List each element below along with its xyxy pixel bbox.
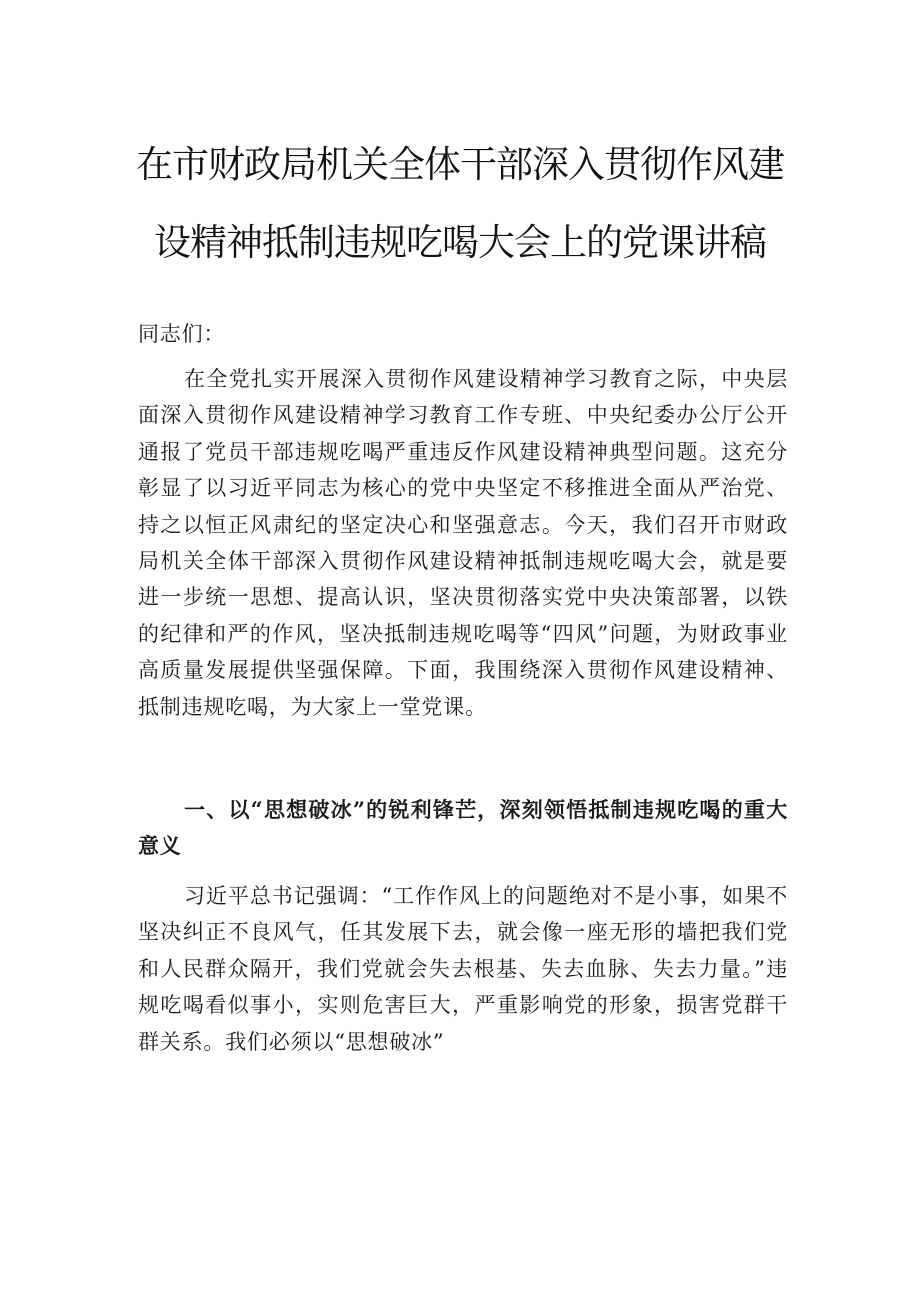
document-title-line-2: 设精神抵制违规吃喝大会上的党课讲稿 (154, 221, 766, 264)
body-paragraph-section-1: 习近平总书记强调：“工作作风上的问题绝对不是小事，如果不坚决纠正不良风气，任其发展下去，就会像一座无形的墙把我们党和人民群众隔开，我们党就会失去根基、失去血脉、失去力量。”违规吃喝看似事小，实则危害巨大，严重影响党的形象，损害党群干群关系。我们必须以“思想破冰” (138, 884, 788, 1054)
body-paragraph-intro: 在全党扎实开展深入贯彻作风建设精神学习教育之际，中央层面深入贯彻作风建设精神学习教育工作专班、中央纪委办公厅公开通报了党员干部违规吃喝严重违反作风建设精神典型问题。这充分彰显了以习近平同志为核心的党中央坚定不移推进全面从严治党、持之以恒正风肃纪的坚定决心和坚强意志。今天，我们召开市财政局机关全体干部深入贯彻作风建设精神抵制违规吃喝大会，就是要进一步统一思想、提高认识，坚决贯彻落实党中央决策部署，以铁的纪律和严的作风，坚决抵制违规吃喝等“四风”问题，为财政事业高质量发展提供坚强保障。下面，我围绕深入贯彻作风建设精神、抵制违规吃喝，为大家上一堂党课。 (138, 367, 788, 719)
document-title-line-1: 在市财政局机关全体干部深入贯彻作风建 (136, 143, 784, 186)
salutation: 同志们： (138, 322, 226, 346)
section-heading-1: 一、以“思想破冰”的锐利锋芒，深刻领悟抵制违规吃喝的重大意义 (138, 797, 788, 859)
